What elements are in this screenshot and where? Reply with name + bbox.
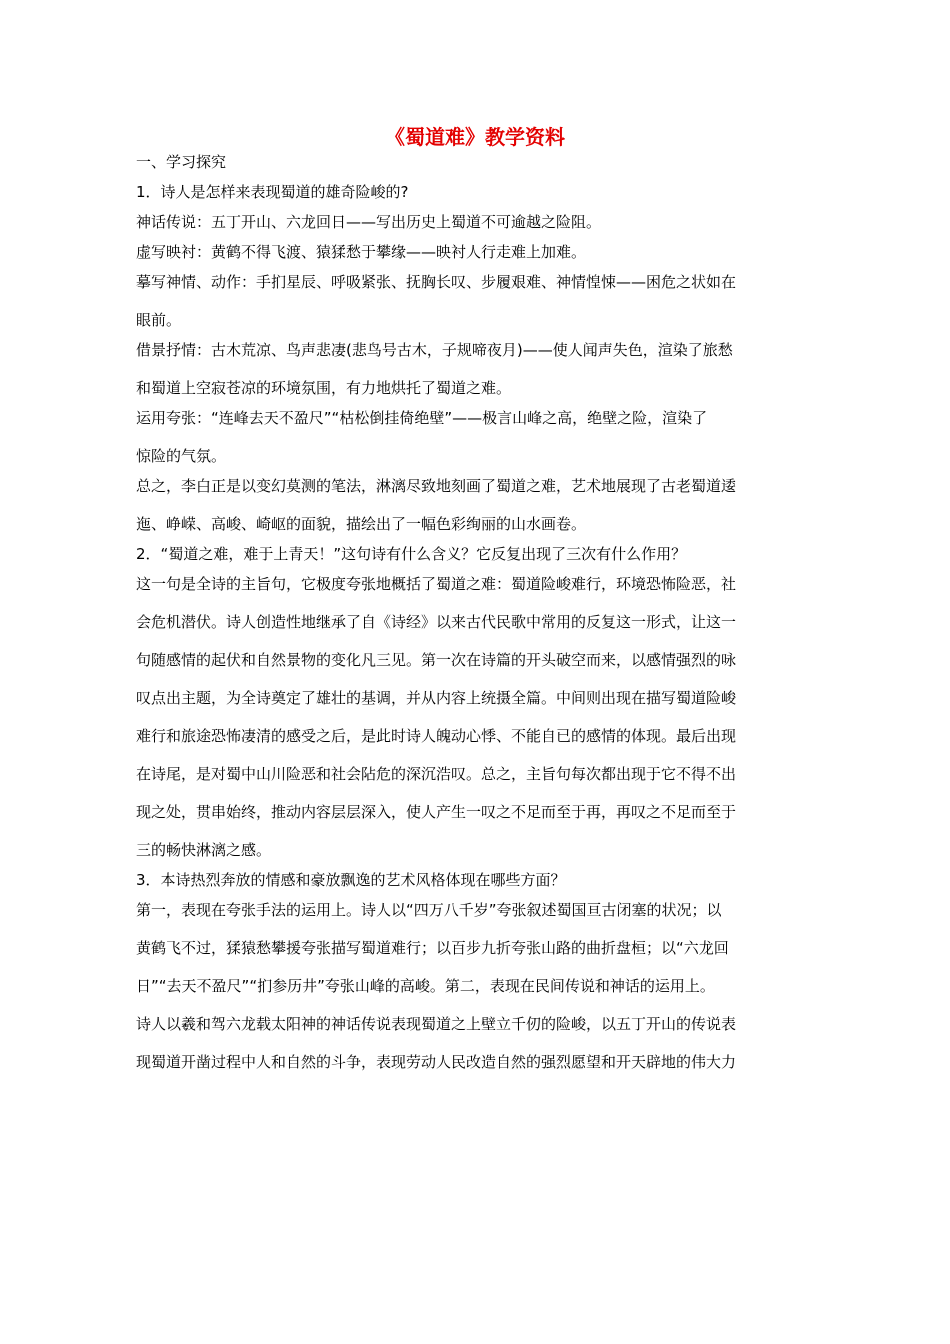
q2-paragraph-line: 句随感情的起伏和自然景物的变化凡三见。第一次在诗篇的开头破空而来，以感情强烈的咏 [136,651,737,669]
q2-paragraph-line: 叹点出主题，为全诗奠定了雄壮的基调，并从内容上统摄全篇。中间则出现在描写蜀道险峻 [136,689,737,707]
q1-paragraph-line: 眼前。 [136,311,182,329]
q2-paragraph-line: 会危机潜伏。诗人创造性地继承了自《诗经》以来古代民歌中常用的反复这一形式，让这一 [136,613,737,631]
q1-paragraph-line: 借景抒情：古木荒凉、鸟声悲凄(悲鸟号古木，子规啼夜月)——使人闻声失色，渲染了旅愁 [136,341,733,359]
q1-paragraph-line: 迤、峥嵘、高峻、崎岖的面貌，描绘出了一幅色彩绚丽的山水画卷。 [136,515,587,533]
question-1: 1．诗人是怎样来表现蜀道的雄奇险峻的? [136,183,409,201]
document-title: 《蜀道难》教学资料 [385,125,565,149]
question-3: 3．本诗热烈奔放的情感和豪放飘逸的艺术风格体现在哪些方面？ [136,871,566,889]
q3-paragraph-line: 黄鹤飞不过，猱猿愁攀援夸张描写蜀道难行；以百步九折夸张山路的曲折盘桓；以“六龙回 [136,939,729,957]
document-body [136,148,826,1076]
q2-paragraph-line: 这一句是全诗的主旨句，它极度夸张地概括了蜀道之难：蜀道险峻难行，环境恐怖险恶，社 [136,575,737,593]
q3-paragraph-line: 现蜀道开凿过程中人和自然的斗争，表现劳动人民改造自然的强烈愿望和开天辟地的伟大力 [136,1053,737,1071]
q1-paragraph-line: 虚写映衬：黄鹤不得飞渡、猿猱愁于攀缘——映衬人行走难上加难。 [136,243,587,261]
q2-paragraph-line: 难行和旅途恐怖凄清的感受之后，是此时诗人魄动心悸、不能自已的感情的体现。最后出现 [136,727,737,745]
q2-paragraph-line: 在诗尾，是对蜀中山川险恶和社会阽危的深沉浩叹。总之，主旨句每次都出现于它不得不出 [136,765,737,783]
q1-paragraph-line: 总之，李白正是以变幻莫测的笔法，淋漓尽致地刻画了蜀道之难，艺术地展现了古老蜀道逶 [136,477,737,495]
q2-paragraph-line: 现之处，贯串始终，推动内容层层深入，使人产生一叹之不足而至于再，再叹之不足而至于 [136,803,737,821]
q3-paragraph-line: 诗人以羲和驾六龙载太阳神的神话传说表现蜀道之上壁立千仞的险峻，以五丁开山的传说表 [136,1015,737,1033]
q3-paragraph-line: 第一，表现在夸张手法的运用上。诗人以“四万八千岁”夸张叙述蜀国亘古闭塞的状况；以 [136,901,722,919]
q1-paragraph-line: 和蜀道上空寂苍凉的环境氛围，有力地烘托了蜀道之难。 [136,379,512,397]
q1-paragraph-line: 惊险的气氛。 [136,447,227,465]
q1-paragraph-line: 神话传说：五丁开山、六龙回日——写出历史上蜀道不可逾越之险阻。 [136,213,602,231]
section-heading: 一、学习探究 [136,153,227,171]
q3-paragraph-line: 日”“去天不盈尺”“扪参历井”夸张山峰的高峻。第二，表现在民间传说和神话的运用上。 [136,977,715,995]
question-2: 2．“蜀道之难，难于上青天！”这句诗有什么含义？它反复出现了三次有什么作用？ [136,545,687,563]
q1-paragraph-line: 运用夸张：“连峰去天不盈尺”“枯松倒挂倚绝壁”——极言山峰之高，绝壁之险，渲染了 [136,409,708,427]
q1-paragraph-line: 摹写神情、动作：手扪星辰、呼吸紧张、抚胸长叹、步履艰难、神情惶悚——困危之状如在 [136,273,737,291]
q2-paragraph-line: 三的畅快淋漓之感。 [136,841,272,859]
